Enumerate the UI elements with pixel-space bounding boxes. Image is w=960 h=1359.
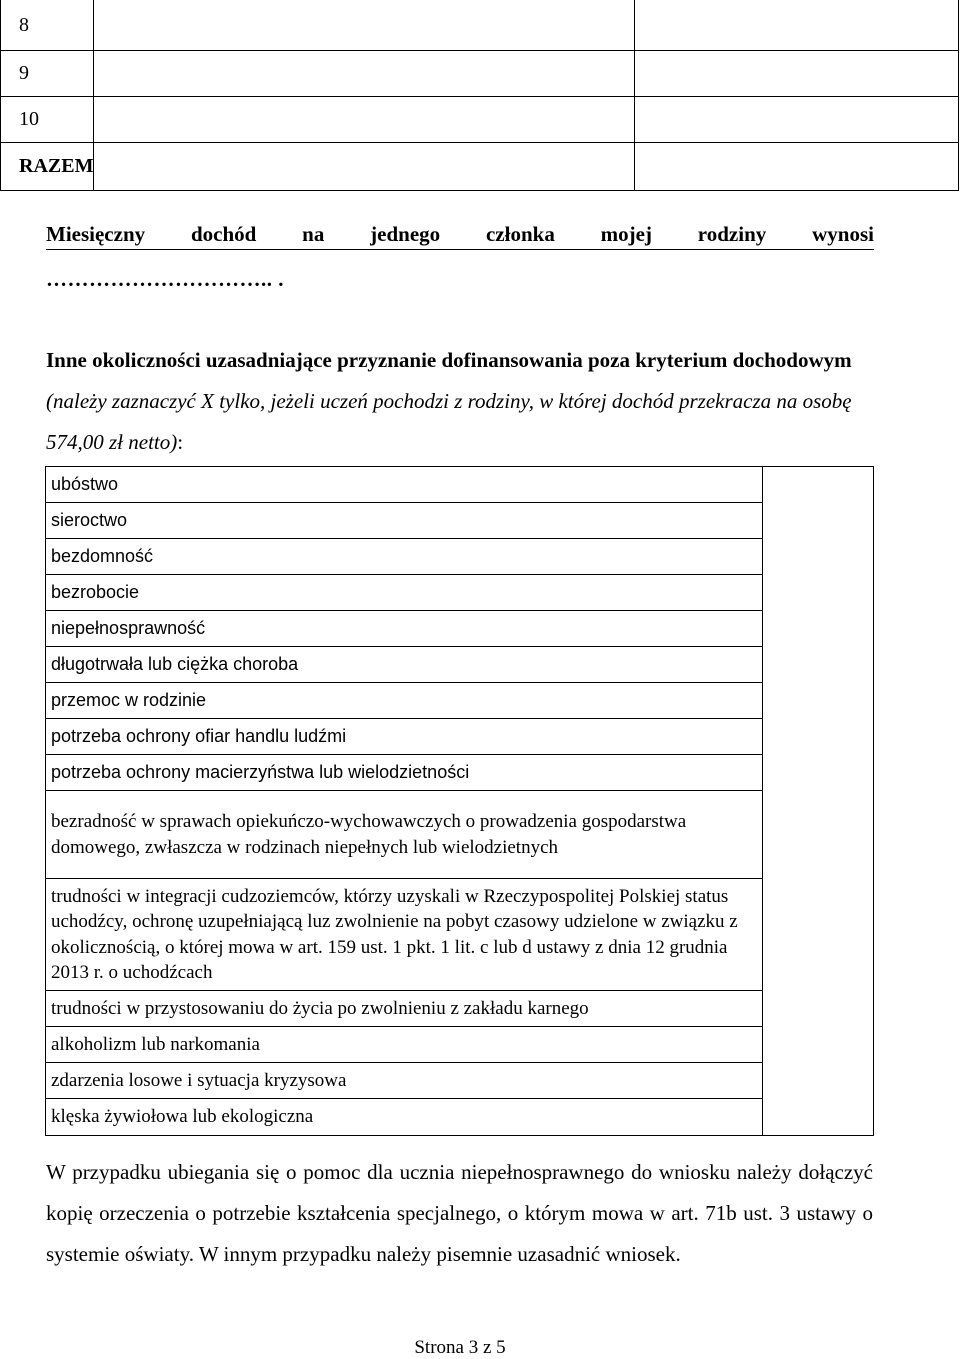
row-number: 9 [1,51,94,97]
checklist-item-label: bezrobocie [46,575,763,611]
circumstances-title: Inne okoliczności uzasadniające przyznanie dofinansowania poza kryterium dochodowym [46,348,852,372]
checkbox-column[interactable] [763,467,874,1136]
table-cell[interactable] [94,51,635,97]
checklist-row [46,467,874,503]
checklist-row [46,683,874,719]
checklist-item-label: długotrwała lub ciężka choroba [46,647,763,683]
checklist-row [46,611,874,647]
monthly-income-statement [46,222,874,250]
checklist-item-label: niepełnosprawność [46,611,763,647]
checklist-item-label: alkoholizm lub narkomania [46,1027,763,1063]
table-cell[interactable] [635,0,959,51]
income-word: członka [485,222,555,246]
checklist-row [46,991,874,1027]
total-row [1,143,959,191]
checklist-item-label: trudności w przystosowaniu do życia po zwolnieniu z zakładu karnego [46,991,763,1027]
table-cell[interactable] [635,51,959,97]
income-word: na [302,222,325,246]
checklist-item-label: zdarzenia losowe i sytuacja kryzysowa [46,1063,763,1099]
income-word: mojej [600,222,652,246]
circumstances-instruction: (należy zaznaczyć X tylko, jeżeli uczeń pochodzi z rodziny, w której dochód przekracza na osobę 574,00 zł netto) [46,389,852,454]
row-number: 10 [1,97,94,143]
checklist-item-label: sieroctwo [46,503,763,539]
checklist-item-label: przemoc w rodzinie [46,683,763,719]
circumstances-checklist [45,466,874,1136]
table-row [1,0,959,51]
checklist-row [46,1027,874,1063]
table-cell[interactable] [635,97,959,143]
checklist-row [46,791,874,879]
checklist-item-label: klęska żywiołowa lub ekologiczna [46,1099,763,1136]
checklist-row [46,647,874,683]
table-cell[interactable] [94,0,635,51]
attachment-note: W przypadku ubiegania się o pomoc dla ucznia niepełnosprawnego do wniosku należy dołączyć kopię orzeczenia o potrzebie kształcenia specjalnego, o którym mowa w art. 71b ust. 3 ustawy o systemie oświaty. W innym przypadku należy pisemnie uzasadnić wniosek. [46,1160,873,1266]
checklist-row [46,879,874,991]
checklist-item-label: potrzeba ochrony ofiar handlu ludźmi [46,719,763,755]
income-table [0,0,959,191]
income-word: wynosi [812,222,874,246]
income-word: rodziny [697,222,767,246]
income-label [46,222,874,250]
checklist-row [46,575,874,611]
checklist-row [46,719,874,755]
table-row [1,51,959,97]
checklist-row [46,1099,874,1136]
income-value-blank[interactable]: ………………………….. . [46,267,284,291]
income-word: dochód [190,222,257,246]
total-label: RAZEM [1,143,94,191]
table-cell[interactable] [635,143,959,191]
income-word: jednego [370,222,441,246]
checklist-row [46,503,874,539]
checklist-row [46,1063,874,1099]
table-cell[interactable] [94,97,635,143]
checklist-row [46,755,874,791]
table-row [1,97,959,143]
row-number: 8 [1,0,94,51]
checklist-item-label: bezdomność [46,539,763,575]
checklist-item-label: potrzeba ochrony macierzyństwa lub wielodzietności [46,755,763,791]
checklist-item-label: trudności w integracji cudzoziemców, którzy uzyskali w Rzeczypospolitej Polskiej status uchodźcy, ochronę uzupełniającą luz zwolnienie na pobyt czasowy udzielone w związku z okolicznością, o której mowa w art. 159 ust. 1 pkt. 1 lit. c lub d ustawy z dnia 12 grudnia 2013 r. o uchodźcach [46,879,763,991]
other-circumstances-heading: Inne okoliczności uzasadniające przyznanie dofinansowania poza kryterium dochodowym (należy zaznaczyć X tylko, jeżeli uczeń pochodzi z rodziny, w której dochód przekracza na osobę 574,00 zł netto): [46,348,852,454]
page-number: Strona 3 z 5 [414,1337,506,1358]
checklist-item-label: bezradność w sprawach opiekuńczo-wychowawczych o prowadzenia gospodarstwa domowego, zwłaszcza w rodzinach niepełnych lub wielodzietnych [46,791,763,879]
checklist-item-label: ubóstwo [46,467,763,503]
checklist-row [46,539,874,575]
table-cell[interactable] [94,143,635,191]
income-word: Miesięczny [46,222,146,246]
